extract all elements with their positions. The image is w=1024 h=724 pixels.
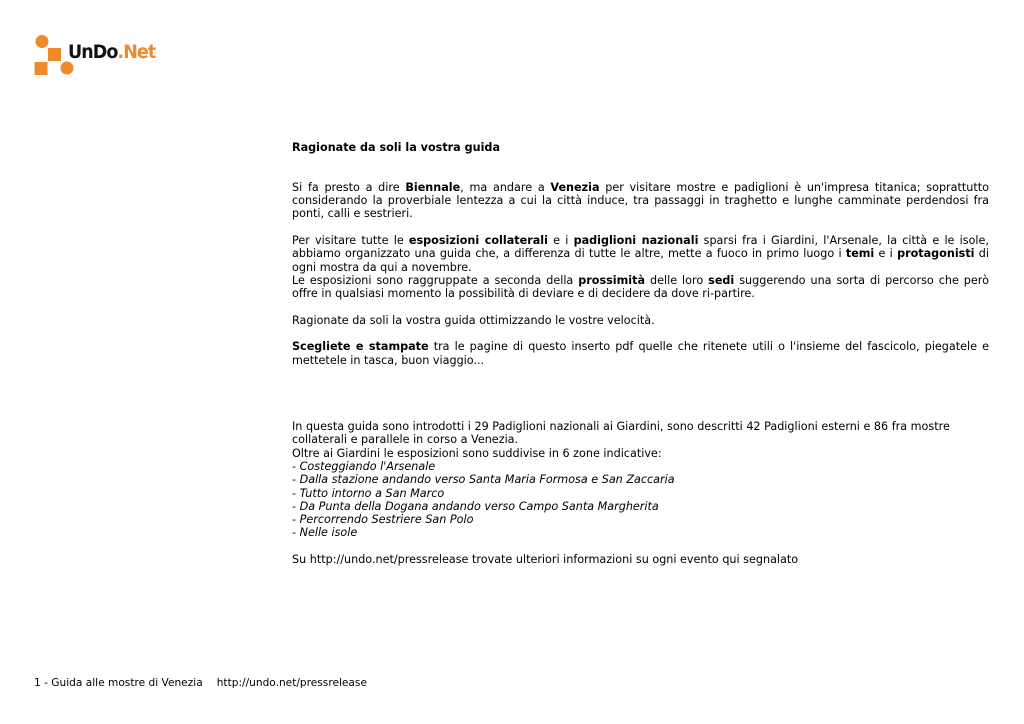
zone-item: - Nelle isole (292, 526, 358, 540)
p3-text-1: Le esposizioni sono raggruppate a seconda della (292, 273, 579, 287)
undo-net-logo (34, 34, 174, 78)
more-info-paragraph: Su http://undo.net/pressrelease trovate ulteriori informazioni su ogni evento qui segnalato (292, 553, 799, 567)
p1-text-1: Si fa presto a dire (292, 180, 406, 194)
reasoning-paragraph: Ragionate da soli la vostra guida ottimizzando le vostre velocità. (292, 313, 655, 327)
p1-bold-venezia: Venezia (550, 180, 600, 194)
p1-bold-biennale: Biennale (405, 180, 461, 194)
p2-bold-temi: temi (845, 247, 875, 261)
zone-item: - Costeggiando l'Arsenale (292, 459, 436, 473)
zone-item: - Percorrendo Sestriere San Polo (292, 513, 474, 527)
print-paragraph (292, 340, 989, 367)
p2-text-5: di ogni mostra da qui a novembre. (292, 247, 989, 274)
guide-summary-paragraph: In questa guida sono introdotti i 29 Padiglioni nazionali ai Giardini, sono descritti 42 Padiglioni esterni e 86 fra mostre collaterali e parallele in corso a Venezia. (292, 420, 950, 447)
grouping-paragraph (292, 274, 989, 301)
footer-page-label: 1 - Guida alle mostre di Venezia (34, 677, 203, 689)
logo-text-undo: UnDo (68, 41, 118, 63)
footer-url: http://undo.net/pressrelease (216, 677, 367, 689)
zone-item: - Da Punta della Dogana andando verso Campo Santa Margherita (292, 499, 659, 513)
p2-text-2: e i (547, 234, 574, 248)
p2-bold-esposizioni: esposizioni collaterali (408, 234, 548, 248)
p2-text-4: e i (874, 247, 898, 261)
p2-bold-padiglioni: padiglioni nazionali (573, 234, 699, 248)
zones-list (292, 460, 989, 540)
zone-item: - Tutto intorno a San Marco (292, 486, 445, 500)
zone-item: - Dalla stazione andando verso Santa Maria Formosa e San Zaccaria (292, 473, 675, 487)
p3-text-3: suggerendo una sorta di percorso che però offre in qualsiasi momento la possibilità di deviare e di decidere da dove ri-partire. (292, 273, 989, 301)
p5-bold-scegliete: Scegliete e stampate (292, 340, 429, 354)
zones-intro: Oltre ai Giardini le esposizioni sono suddivise in 6 zone indicative: (292, 446, 662, 460)
page-footer (34, 677, 367, 690)
logo-wordmark (68, 41, 155, 63)
main-content (292, 141, 989, 566)
logo-text-net: .Net (117, 41, 156, 63)
p2-text-1: Per visitare tutte le (292, 234, 409, 248)
p2-bold-protagonisti: protagonisti (897, 247, 975, 261)
p1-text-2: , ma andare a (460, 180, 551, 194)
p3-bold-prossimita: prossimità (578, 273, 646, 287)
p1-text-3: per visitare mostre e padiglioni è un'impresa titanica; soprattutto considerando la proverbiale lentezza a cui la città induce, tra passaggi in traghetto e lunghe camminate perdendosi fra ponti, calli e sestrieri. (292, 180, 989, 221)
p3-bold-sedi: sedi (708, 273, 735, 287)
page-title: Ragionate da soli la vostra guida (292, 141, 500, 154)
visit-paragraph (292, 234, 989, 274)
p2-text-3: sparsi fra i Giardini, l'Arsenale, la città e le isole, abbiamo organizzato una guida che, a differenza di tutte le altre, mette a fuoco in primo luogo i (292, 234, 989, 261)
p3-text-2: delle loro (645, 273, 709, 287)
p5-text-1: tra le pagine di questo inserto pdf quelle che ritenete utili o l'insieme del fascicolo, piegatele e mettetele in tasca, buon viaggio... (292, 340, 989, 367)
intro-paragraph (292, 181, 989, 221)
